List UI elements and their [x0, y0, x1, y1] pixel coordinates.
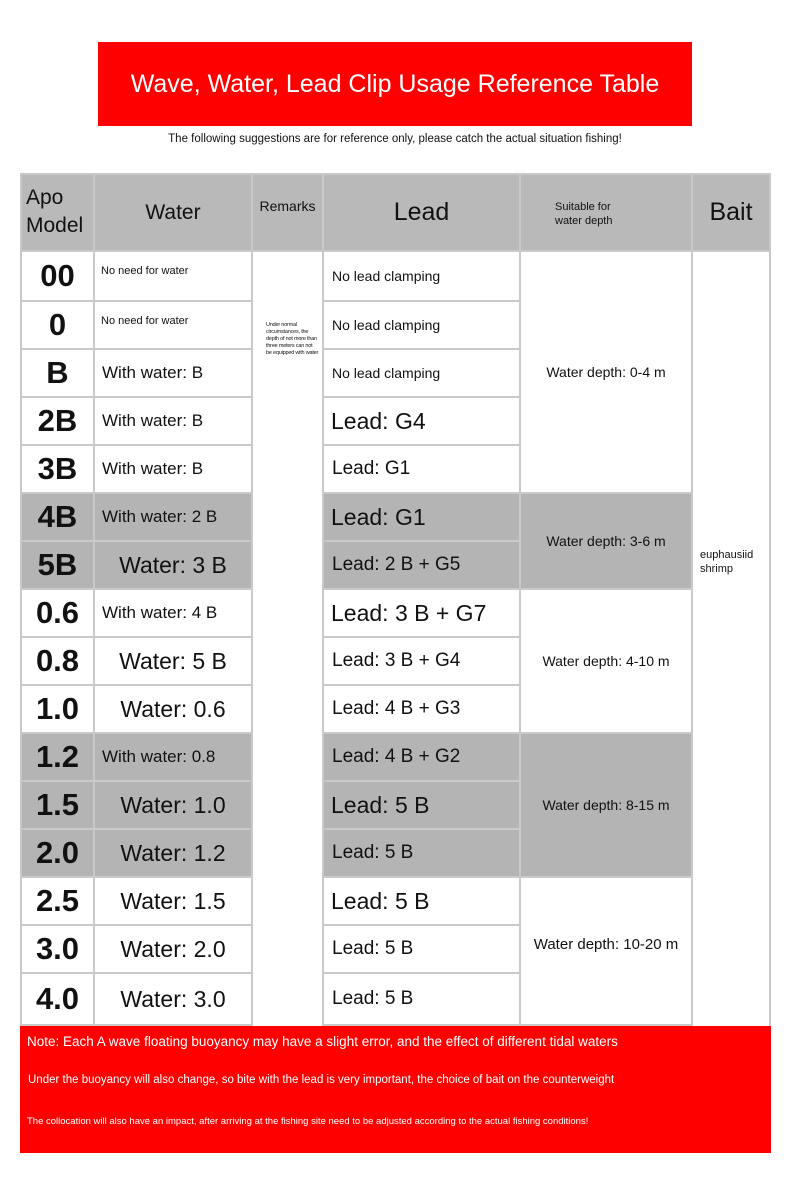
note-line-1: Note: Each A wave floating buoyancy may have a slight error, and the effect of different tidal waters [27, 1034, 618, 1049]
model-cell-text: 1.5 [35, 787, 80, 822]
lead-cell-text: Lead: 3 B + G7 [331, 599, 487, 626]
model-cell-text: 1.2 [35, 739, 80, 774]
model-cell-text: 0.6 [35, 595, 80, 630]
lead-cell [324, 398, 519, 444]
model-cell [22, 734, 93, 780]
depth-cell-text: Water depth: 8-15 m [542, 797, 670, 813]
lead-cell [324, 734, 519, 780]
depth-cell [521, 252, 691, 492]
water-cell-text: Water: 2.0 [120, 935, 226, 962]
water-cell-text: No need for water [101, 265, 189, 277]
lead-cell [324, 926, 519, 972]
lead-cell-text: Lead: 5 B [331, 791, 430, 818]
lead-cell-text: Lead: 5 B [331, 887, 430, 914]
depth-cell-text: Water depth: 10-20 m [533, 936, 679, 953]
model-cell-text: 00 [40, 258, 75, 293]
depth-cell [521, 590, 691, 732]
model-cell-text: 4B [37, 499, 78, 534]
model-cell-text: 4.0 [35, 981, 80, 1016]
model-cell-text: 1.0 [35, 691, 80, 726]
model-cell [22, 542, 93, 588]
water-cell [95, 830, 251, 876]
lead-cell [324, 686, 519, 732]
water-cell-text: Water: 1.2 [120, 839, 226, 866]
water-cell [95, 350, 251, 396]
water-cell-text: No need for water [101, 315, 189, 327]
lead-cell-text: Lead: 3 B + G4 [332, 650, 461, 671]
page-title: Wave, Water, Lead Clip Usage Reference Table [130, 69, 660, 98]
depth-cell [521, 494, 691, 588]
model-cell-text: 0 [48, 307, 67, 342]
model-cell [22, 252, 93, 300]
water-cell [95, 590, 251, 636]
depth-cell [521, 878, 691, 1024]
water-cell-text: With water: B [102, 411, 204, 430]
model-cell [22, 782, 93, 828]
water-cell [95, 926, 251, 972]
lead-cell-text: No lead clamping [332, 365, 441, 381]
water-cell-text: With water: 4 B [102, 603, 218, 622]
model-cell [22, 446, 93, 492]
water-cell [95, 542, 251, 588]
title-banner [98, 42, 692, 126]
lead-cell-text: No lead clamping [332, 268, 441, 284]
lead-cell-text: Lead: 4 B + G3 [332, 698, 461, 719]
lead-cell-text: Lead: G1 [331, 503, 426, 530]
water-cell-text: With water: 0.8 [102, 747, 216, 766]
depth-cell-text: Water depth: 3-6 m [546, 533, 666, 549]
lead-cell-text: Lead: 5 B [332, 938, 414, 959]
lead-cell-text: Lead: G4 [331, 407, 426, 434]
water-cell [95, 878, 251, 924]
model-cell [22, 878, 93, 924]
lead-cell [324, 252, 519, 300]
model-cell-text: 3.0 [35, 931, 80, 966]
model-cell-text: 0.8 [35, 643, 80, 678]
model-cell [22, 494, 93, 540]
model-cell [22, 350, 93, 396]
reference-table [20, 173, 771, 1026]
water-cell [95, 734, 251, 780]
water-cell-text: With water: B [102, 363, 204, 382]
model-cell [22, 686, 93, 732]
water-cell-text: Water: 0.6 [120, 695, 226, 722]
lead-cell [324, 830, 519, 876]
model-cell-text: 2B [37, 403, 78, 438]
lead-cell [324, 878, 519, 924]
water-cell-text: Water: 3.0 [120, 985, 226, 1012]
depth-cell [521, 734, 691, 876]
lead-cell [324, 590, 519, 636]
model-cell [22, 926, 93, 972]
water-cell-text: Water: 3 B [119, 551, 227, 578]
lead-cell-text: Lead: 5 B [332, 988, 414, 1009]
model-cell-text: B [46, 355, 69, 390]
water-cell [95, 494, 251, 540]
header-water: Water [95, 175, 251, 250]
water-cell-text: Water: 5 B [119, 647, 227, 674]
note-line-2: Under the buoyancy will also change, so bite with the lead is very important, the choice of bait on the counterweight [28, 1074, 615, 1086]
bait-cell [693, 252, 769, 1026]
header-lead: Lead [324, 175, 519, 250]
model-cell [22, 974, 93, 1024]
model-cell-text: 2.0 [35, 835, 80, 870]
lead-cell [324, 350, 519, 396]
model-cell [22, 302, 93, 348]
lead-cell-text: No lead clamping [332, 317, 441, 333]
water-cell-text: Water: 1.0 [120, 791, 226, 818]
lead-cell-text: Lead: 2 B + G5 [332, 554, 461, 575]
depth-cell-text: Water depth: 0-4 m [546, 364, 666, 380]
lead-cell [324, 782, 519, 828]
water-cell [95, 638, 251, 684]
water-cell [95, 398, 251, 444]
lead-cell-text: Lead: G1 [332, 458, 411, 479]
lead-cell-text: Lead: 5 B [332, 842, 414, 863]
water-cell [95, 446, 251, 492]
header-remarks: Remarks [253, 175, 322, 250]
model-cell-text: 2.5 [35, 883, 80, 918]
water-cell [95, 302, 251, 348]
note-box [20, 1026, 771, 1153]
note-line-3: The collocation will also have an impact, after arriving at the fishing site need to be adjusted according to the actual fishing conditions! [27, 1116, 589, 1127]
water-cell-text: With water: 2 B [102, 507, 218, 526]
model-cell-text: 3B [37, 451, 78, 486]
header-depth: Suitable for water depth [521, 175, 691, 250]
model-cell [22, 398, 93, 444]
water-cell-text: Water: 1.5 [120, 887, 226, 914]
header-bait: Bait [693, 175, 769, 250]
remarks-text: Under normal circumstances, the depth of not more than three meters can not be equipped with water [266, 322, 319, 356]
model-cell [22, 830, 93, 876]
water-cell [95, 686, 251, 732]
model-cell [22, 638, 93, 684]
bait-text: euphausiid shrimp [700, 549, 754, 575]
lead-cell [324, 446, 519, 492]
subtitle: The following suggestions are for reference only, please catch the actual situation fishing! [168, 133, 622, 145]
water-cell [95, 974, 251, 1024]
header-model: Apo Model [22, 175, 93, 250]
remarks-cell [253, 252, 322, 1026]
lead-cell [324, 494, 519, 540]
lead-cell [324, 974, 519, 1024]
lead-cell-text: Lead: 4 B + G2 [332, 746, 461, 767]
water-cell [95, 782, 251, 828]
depth-cell-text: Water depth: 4-10 m [542, 653, 670, 669]
model-cell [22, 590, 93, 636]
lead-cell [324, 542, 519, 588]
lead-cell [324, 302, 519, 348]
water-cell-text: With water: B [102, 459, 204, 478]
lead-cell [324, 638, 519, 684]
water-cell [95, 252, 251, 300]
model-cell-text: 5B [37, 547, 78, 582]
